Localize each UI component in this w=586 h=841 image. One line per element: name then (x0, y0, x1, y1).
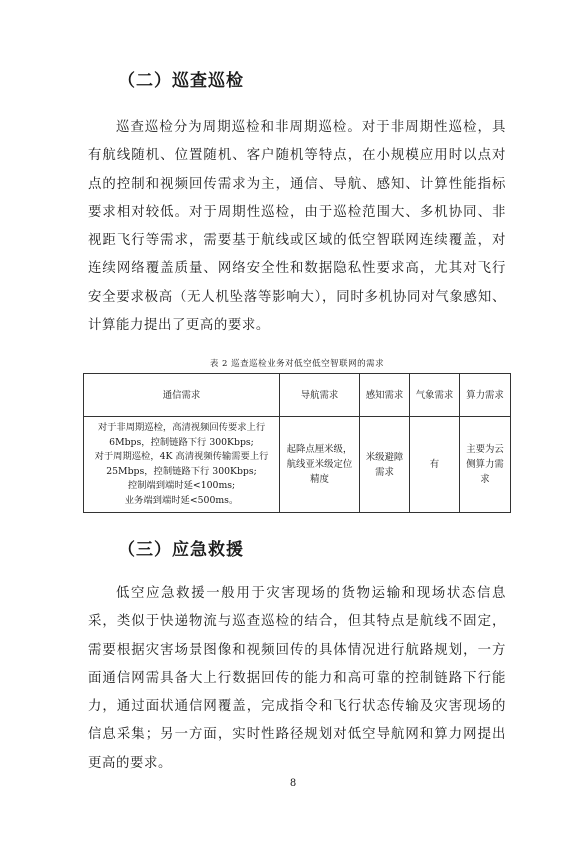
header-navigation: 导航需求 (280, 374, 360, 417)
comm-line-3: 控制端到端时延<100ms; (127, 480, 236, 491)
cell-communication (84, 417, 280, 513)
header-computing: 算力需求 (460, 374, 511, 417)
comm-line-1: 对于非周期巡检，高清视频回传要求上行 6Mbps，控制链路下行 300Kbps; (97, 422, 266, 448)
cell-computing: 主要为云侧算力需求 (460, 417, 511, 513)
section-heading-emergency-rescue: （三）应急救援 (118, 540, 244, 560)
cell-perception: 米级避障需求 (360, 417, 410, 513)
emergency-rescue-paragraph: 低空应急救援一般用于灾害现场的货物运输和现场状态信息采，类似于快递物流与巡查巡检的结合，但其特点是航线不固定，需要根据灾害场景图像和视频回传的具体情况进行航路规划，一方面通信网需具备大上行数据回传的能力和高可靠的控制链路下行能力，通过面状通信网覆盖，完成指令和飞行状态传输及灾害现场的信息采集；另一方面，实时性路径规划对低空导航网和算力网提出更高的要求。 (88, 586, 506, 771)
header-communication: 通信需求 (84, 374, 280, 417)
header-perception: 感知需求 (360, 374, 410, 417)
comm-line-2: 对于周期巡检，4K 高清视频传输需要上行 25Mbps，控制链路下行 300Kbps; (94, 451, 269, 477)
header-weather: 气象需求 (410, 374, 460, 417)
cell-navigation: 起降点厘米级，航线亚米级定位精度 (280, 417, 360, 513)
inspection-paragraph: 巡查巡检分为周期巡检和非周期巡检。对于非周期性巡检，具有航线随机、位置随机、客户随机等特点，在小规模应用时以点对点的控制和视频回传需求为主，通信、导航、感知、计算性能指标要求相对较低。对于周期性巡检，由于巡检范围大、多机协同、非视距飞行等需求，需要基于航线或区域的低空智联网连续覆盖，对连续网络覆盖质量、网络安全性和数据隐私性要求高，尤其对飞行安全要求极高（无人机坠落等影响大），同时多机协同对气象感知、计算能力提出了更高的要求。 (88, 120, 506, 334)
section-heading-inspection: （二）巡查巡检 (118, 71, 244, 91)
comm-line-4: 业务端到端时延<500ms。 (124, 494, 239, 506)
cell-weather: 有 (410, 417, 460, 513)
page-number: 8 (289, 778, 297, 789)
table-row (84, 417, 511, 513)
table-header-row (84, 374, 511, 417)
requirements-table (83, 373, 511, 513)
table-caption: 表 2 巡查巡检业务对低空低空智联网的需求 (209, 359, 385, 369)
